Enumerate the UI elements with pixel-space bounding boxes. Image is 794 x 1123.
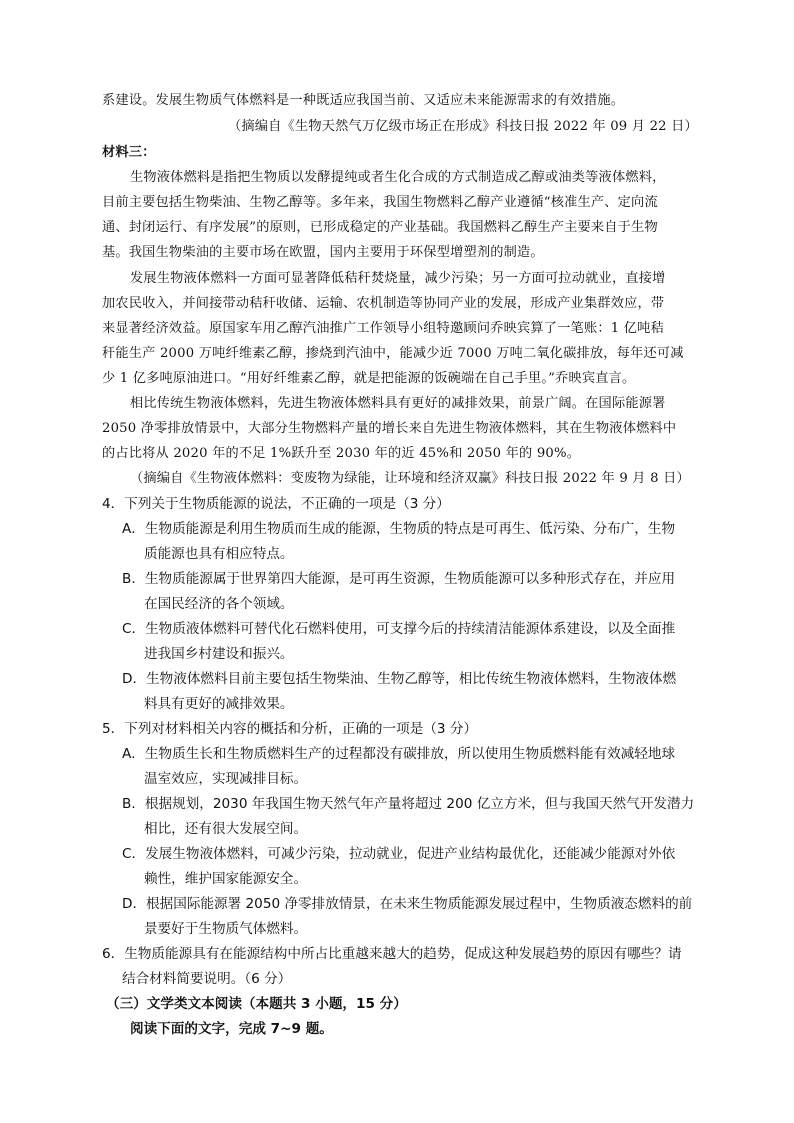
- option-d: D．生物液体燃料目前主要包括生物柴油、生物乙醇等，相比传统生物液体燃料，生物液体燃: [122, 671, 677, 687]
- paragraph-line: 相比传统生物液体燃料，先进生物液体燃料具有更好的减排效果，前景广阔。在国际能源署: [130, 396, 666, 411]
- option-continuation: 温室效应，实现减排目标。: [144, 771, 308, 787]
- source-citation: （摘编自《生物天然气万亿级市场正在形成》科技日报 2022 年 09 月 22 日）: [228, 119, 698, 134]
- question-continuation: 结合材料简要说明。（6 分）: [122, 971, 292, 987]
- paragraph-line: 基。我国生物柴油的主要市场在欧盟，国内主要用于环保型增塑剂的制造。: [102, 245, 544, 260]
- option-continuation: 料具有更好的减排效果。: [144, 696, 294, 712]
- reading-instruction: 阅读下面的文字，完成 7~9 题。: [130, 1021, 333, 1037]
- paragraph-line: 系建设。发展生物质气体燃料是一种既适应我国当前、又适应未来能源需求的有效措施。: [102, 93, 625, 108]
- option-continuation: 相比，还有很大发展空间。: [144, 821, 308, 837]
- option-continuation: 赖性，维护国家能源安全。: [144, 871, 308, 887]
- source-citation: （摘编自《生物液体燃料：变废物为绿能，让环境和经济双赢》科技日报 2022 年 9 月 8 日）: [130, 471, 690, 486]
- section-heading: 材料三：: [102, 145, 156, 160]
- paragraph-line: 生物液体燃料是指把生物质以发酵提纯或者生化合成的方式制造成乙醇或油类等液体燃料，: [130, 170, 666, 185]
- paragraph-line: 来显著经济效益。原国家车用乙醇汽油推广工作领导小组特邀顾问乔映宾算了一笔账：1 亿吨秸: [102, 321, 664, 336]
- paragraph-line: 的占比将从 2020 年的不足 1%跃升至 2030 年的近 45%和 2050 年的 90%。: [102, 446, 581, 461]
- option-continuation: 在国民经济的各个领域。: [144, 596, 294, 612]
- paragraph-line: 发展生物液体燃料一方面可显著降低秸秆焚烧量，减少污染；另一方面可拉动就业，直接增: [130, 271, 666, 286]
- option-b: B．根据规划，2030 年我国生物天然气年产量将超过 200 亿立方米，但与我国天然气开发潜力: [122, 796, 695, 812]
- option-c: C．生物质液体燃料可替代化石燃料使用，可支撑今后的持续清洁能源体系建设，以及全面推: [122, 621, 676, 637]
- paragraph-line: 2050 净零排放情景中，大部分生物燃料产量的增长来自先进生物液体燃料，其在生物液体燃料中: [102, 421, 677, 436]
- paragraph-line: 目前主要包括生物柴油、生物乙醇等。多年来，我国生物燃料乙醇产业遵循“核准生产、定向流: [102, 195, 658, 210]
- section-heading: （三）文学类文本阅读（本题共 3 小题，15 分）: [106, 996, 407, 1012]
- option-continuation: 进我国乡村建设和振兴。: [144, 646, 294, 662]
- option-b: B．生物质能源属于世界第四大能源，是可再生资源，生物质能源可以多种形式存在，并应用: [122, 571, 676, 587]
- question-6: 6．生物质能源具有在能源结构中所占比重越来越大的趋势，促成这种发展趋势的原因有哪些？请: [102, 946, 682, 962]
- paragraph-line: 秆能生产 2000 万吨纤维素乙醇，掺烧到汽油中，能减少近 7000 万吨二氧化碳排放，每年还可减: [102, 346, 684, 361]
- option-continuation: 质能源也具有相应特点。: [144, 546, 294, 562]
- paragraph-line: 通、封闭运行、有序发展”的原则，已形成稳定的产业基础。我国燃料乙醇生产主要来自于生物: [102, 220, 658, 235]
- option-c: C．发展生物液体燃料，可减少污染，拉动就业，促进产业结构最优化，还能减少能源对外依: [122, 846, 676, 862]
- question-5: 5．下列对材料相关内容的概括和分析，正确的一项是（3 分）: [102, 721, 478, 737]
- option-a: A．生物质生长和生物质燃料生产的过程都没有碳排放，所以使用生物质燃料能有效减轻地球: [122, 746, 676, 762]
- option-d: D．根据国际能源署 2050 净零排放情景，在未来生物质能源发展过程中，生物质液态燃料的前: [122, 896, 693, 912]
- paragraph-line: 少 1 亿多吨原油进口。“用好纤维素乙醇，就是把能源的饭碗端在自己手里。”乔映宾直言。: [102, 371, 636, 386]
- paragraph-line: 加农民收入，并间接带动秸秆收储、运输、农机制造等协同产业的发展，形成产业集群效应，带: [102, 296, 665, 311]
- question-4: 4．下列关于生物质能源的说法，不正确的一项是（3 分）: [102, 496, 450, 512]
- option-continuation: 景要好于生物质气体燃料。: [144, 921, 308, 937]
- option-a: A．生物质能源是利用生物质而生成的能源，生物质的特点是可再生、低污染、分布广，生物: [122, 521, 676, 537]
